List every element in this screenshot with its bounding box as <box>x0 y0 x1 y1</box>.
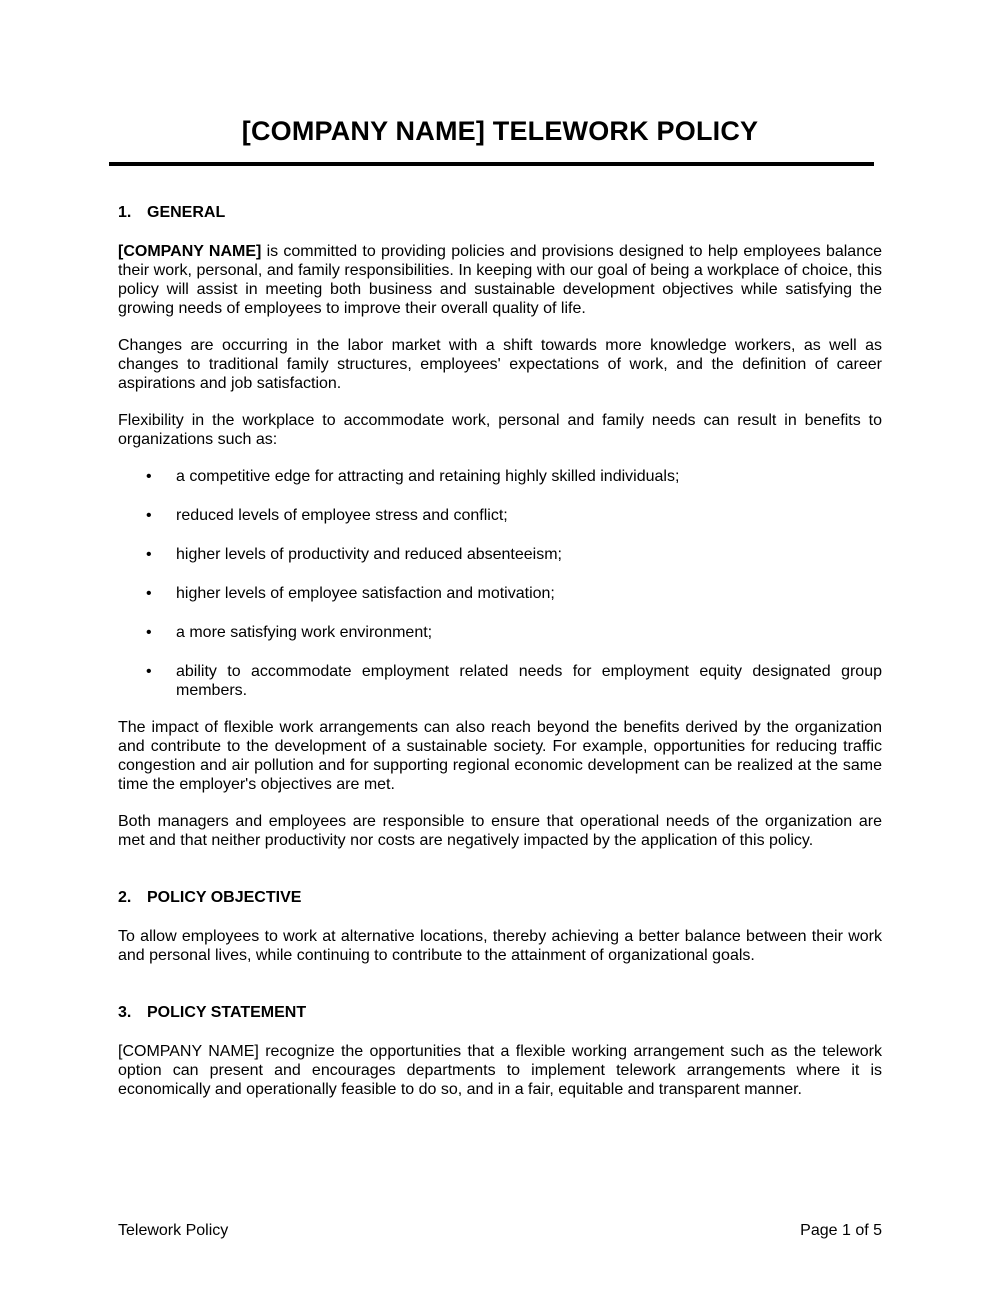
section-number: 3. <box>118 1004 132 1021</box>
list-item <box>118 623 882 642</box>
list-item-text: a more satisfying work environment; <box>176 624 433 641</box>
list-item-text: higher levels of employee satisfaction and motivation; <box>176 585 555 602</box>
bullet-icon: • <box>146 468 152 485</box>
paragraph <box>118 242 882 318</box>
bullet-icon: • <box>146 585 152 602</box>
list-item-text: ability to accommodate employment related needs for employment equity designated group members. <box>176 663 882 699</box>
list-item-text: higher levels of productivity and reduced absenteeism; <box>176 546 562 563</box>
list-item-text: a competitive edge for attracting and retaining highly skilled individuals; <box>176 468 680 485</box>
list-item <box>118 467 882 486</box>
bullet-icon: • <box>146 546 152 563</box>
bullet-icon: • <box>146 507 152 524</box>
section-heading-policy-objective <box>118 888 882 907</box>
paragraph: The impact of flexible work arrangements can also reach beyond the benefits derived by the organization and contribute to the development of a sustainable society. For example, opportunities for reducing traffic congestion and air pollution and for supporting regional economic development can be realized at the same time the employer's objectives are met. <box>118 719 882 793</box>
benefits-list <box>118 467 882 700</box>
paragraph: To allow employees to work at alternative locations, thereby achieving a better balance between their work and personal lives, while continuing to contribute to the attainment of organizational goals. <box>118 928 882 964</box>
section-number: 2. <box>118 889 132 906</box>
section-title: GENERAL <box>147 204 226 221</box>
paragraph: Changes are occurring in the labor market with a shift towards more knowledge workers, as well as changes to traditional family structures, employees' expectations of work, and the definition of career aspirations and job satisfaction. <box>118 337 882 392</box>
list-item <box>118 662 882 700</box>
bullet-icon: • <box>146 624 152 641</box>
section-title: POLICY STATEMENT <box>147 1004 307 1021</box>
section-number: 1. <box>118 204 132 221</box>
company-name-placeholder: [COMPANY NAME] <box>118 243 262 260</box>
title-divider <box>109 162 874 166</box>
paragraph-text: is committed to providing policies and provisions designed to help employees balance their work, personal, and family responsibilities. In keeping with our goal of being a workplace of choice, this policy will assist in meeting both business and sustainable development objectives while satisfying the growing needs of employees to improve their overall quality of life. <box>118 243 883 317</box>
list-item-text: reduced levels of employee stress and conflict; <box>176 507 508 524</box>
bullet-icon: • <box>146 663 152 680</box>
paragraph: Both managers and employees are responsible to ensure that operational needs of the organization are met and that neither productivity nor costs are negatively impacted by the application of this policy. <box>118 813 882 849</box>
document-title: [COMPANY NAME] TELEWORK POLICY <box>241 116 759 146</box>
paragraph: Flexibility in the workplace to accommodate work, personal and family needs can result in benefits to organizations such as: <box>118 412 882 448</box>
document-body <box>118 203 882 1099</box>
section-title: POLICY OBJECTIVE <box>147 889 302 906</box>
footer-page-number: Page 1 of 5 <box>800 1222 882 1239</box>
list-item <box>118 545 882 564</box>
list-item <box>118 506 882 525</box>
footer-document-name: Telework Policy <box>118 1222 229 1239</box>
paragraph: [COMPANY NAME] recognize the opportunities that a flexible working arrangement such as the telework option can present and encourages departments to implement telework arrangements where it is economically and operationally feasible to do so, and in a fair, equitable and transparent manner. <box>118 1043 882 1098</box>
section-heading-policy-statement <box>118 1003 882 1022</box>
list-item <box>118 584 882 603</box>
section-heading-general <box>118 203 882 222</box>
